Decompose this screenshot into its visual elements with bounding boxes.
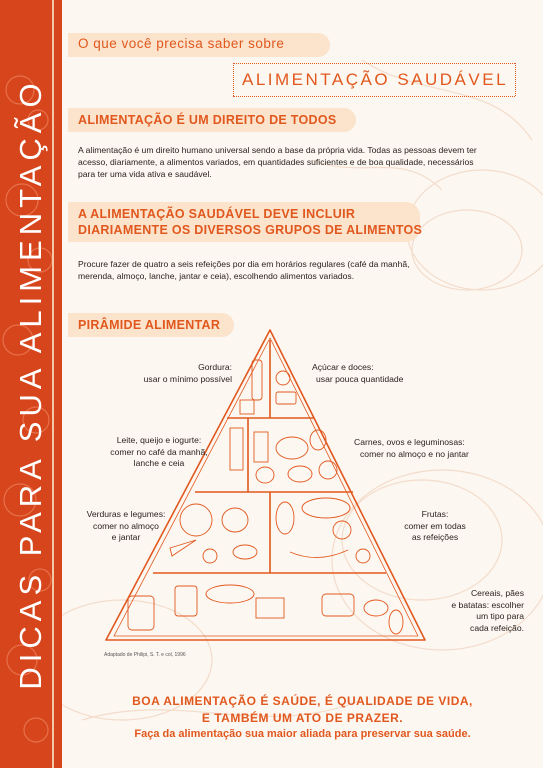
- caption-line: as refeições: [411, 532, 459, 542]
- potato-icon: [364, 600, 388, 616]
- caption-gordura: [130, 362, 232, 385]
- caption-line: lanche e ceia: [133, 458, 185, 468]
- caption-line: Cereais, pães: [470, 588, 524, 598]
- section1-line: A alimentação é um direito humano universal sendo a base da própria vida. Todas as pessoas devem ter: [78, 145, 477, 155]
- caption-line: comer no almoço e no jantar: [360, 448, 469, 459]
- flour-bag-icon: [175, 586, 197, 616]
- caption-line: e batatas: escolher: [451, 599, 524, 610]
- caption-carnes: [348, 437, 488, 460]
- caption-acucar: [306, 362, 426, 385]
- header-subtitle: O que você precisa saber sobre: [78, 36, 285, 51]
- page-title: ALIMENTAÇÃO SAUDÁVEL: [242, 70, 509, 89]
- footer-line-1: BOA ALIMENTAÇÃO É SAÚDE, É QUALIDADE DE VIDA,: [132, 694, 473, 708]
- caption-line: Frutas:: [421, 509, 449, 519]
- cheese-icon: [254, 432, 268, 462]
- candy-icon: [276, 371, 290, 385]
- yogurt-icon: [256, 467, 274, 483]
- footer-slogan: [62, 693, 543, 727]
- caption-cereais: [420, 588, 524, 634]
- caption-line: comer em todas: [404, 520, 466, 531]
- loaf-icon: [322, 594, 354, 616]
- pumpkin-icon: [180, 504, 212, 536]
- caption-line: Carnes, ovos e leguminosas:: [354, 437, 465, 447]
- beans-icon: [319, 461, 337, 479]
- caption-line: usar pouca quantidade: [316, 373, 404, 384]
- orange-icon: [356, 549, 370, 563]
- section2-line: merenda, almoço, lanche, jantar e ceia), escolhendo alimentos variados.: [78, 271, 355, 281]
- section2-heading-line: A ALIMENTAÇÃO SAUDÁVEL DEVE INCLUIR: [78, 207, 356, 221]
- cabbage-icon: [222, 508, 248, 532]
- oil-can-icon: [240, 400, 254, 414]
- section1-heading: ALIMENTAÇÃO É UM DIREITO DE TODOS: [78, 113, 337, 127]
- egg-icon: [288, 466, 312, 482]
- footer-line-3: Faça da alimentação sua maior aliada para preservar sua saúde.: [134, 728, 471, 740]
- banana-icon: [290, 550, 348, 558]
- chocolate-icon: [276, 392, 296, 404]
- section1-line: acesso, diariamente, a alimentos variados, em quantidades suficientes e de boa qualidade, necessários: [78, 157, 474, 167]
- caption-line: Açúcar e doces:: [312, 362, 374, 372]
- meat-icon: [276, 437, 308, 459]
- grapes-icon: [333, 521, 351, 539]
- section2-heading-line: DIARIAMENTE OS DIVERSOS GRUPOS DE ALIMENTOS: [78, 223, 423, 237]
- pasta-box-icon: [256, 598, 284, 618]
- caption-line: Gordura:: [198, 362, 232, 372]
- bread-icon: [206, 585, 254, 603]
- caption-line: um tipo para: [476, 611, 524, 621]
- bottle-icon: [252, 360, 262, 400]
- section1-line: para ter uma vida ativa e saudável.: [78, 169, 212, 179]
- section2-line: Procure fazer de quatro a seis refeições por dia em horários regulares (café da manhã,: [78, 259, 410, 269]
- caption-line: comer no café da manhã,: [110, 446, 208, 457]
- watermelon-icon: [302, 498, 350, 518]
- eggplant-icon: [233, 545, 257, 559]
- caption-line: Leite, queijo e iogurte:: [116, 435, 202, 445]
- sidebar-title: DICAS PARA SUA ALIMENTAÇÃO: [13, 78, 48, 690]
- footer-line-2: E TAMBÉM UM ATO DE PRAZER.: [201, 711, 404, 725]
- caption-line: Verduras e legumes:: [86, 509, 166, 519]
- milk-carton-icon: [230, 428, 243, 470]
- fish-icon: [310, 430, 326, 450]
- caption-line: e jantar: [111, 532, 141, 542]
- caption-line: usar o mínimo possível: [143, 373, 232, 384]
- pyramid-credit: Adaptado de Philipi, S. T. e col, 1996: [104, 652, 186, 658]
- caption-frutas: [390, 509, 480, 544]
- tomato-icon: [203, 549, 217, 563]
- caption-verduras: [76, 509, 176, 544]
- section3-heading: PIRÂMIDE ALIMENTAR: [78, 318, 221, 332]
- caption-leite: [96, 435, 222, 470]
- caption-line: comer no almoço: [93, 520, 159, 531]
- pineapple-icon: [276, 502, 294, 534]
- caption-line: cada refeição.: [470, 622, 524, 633]
- corn-icon: [389, 610, 403, 634]
